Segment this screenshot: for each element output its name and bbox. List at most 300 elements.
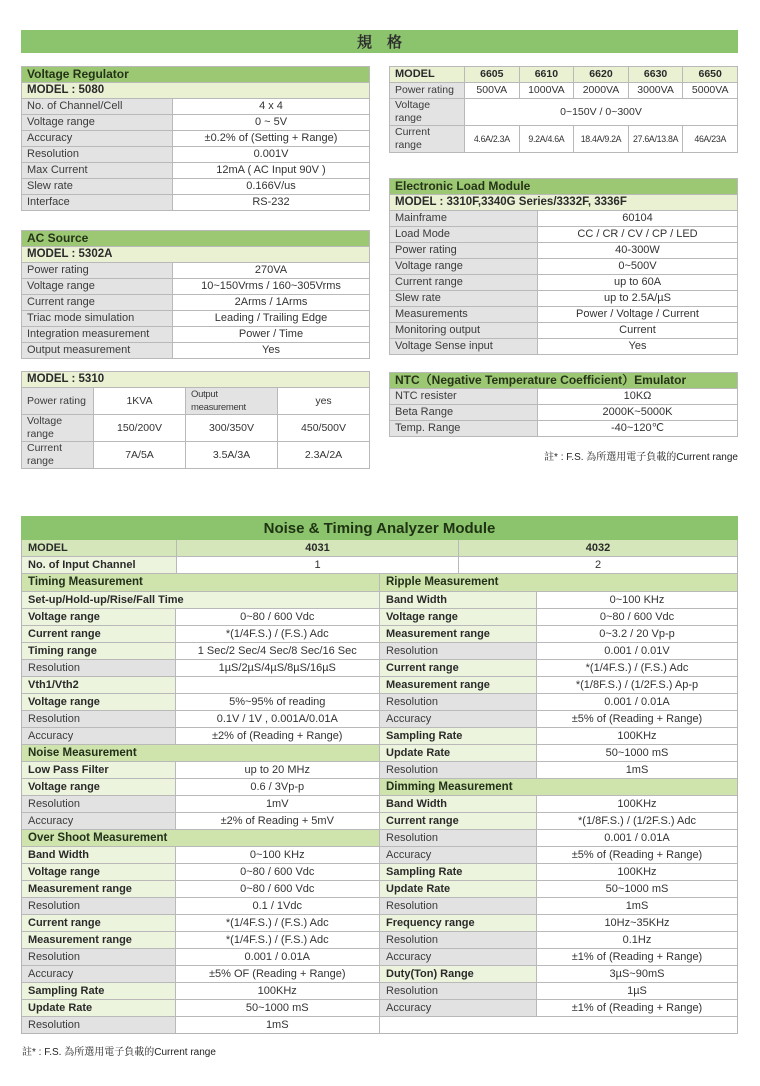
spec-value: Yes <box>538 339 738 355</box>
spec-value: yes <box>278 388 370 415</box>
spec-label: Beta Range <box>390 405 538 421</box>
table-row <box>380 931 738 948</box>
spec-value: 0.1V / 1V , 0.001A/0.01A <box>175 710 379 727</box>
table-row <box>390 307 738 323</box>
table-row <box>22 311 370 327</box>
spec-label: Sampling Rate <box>380 863 537 880</box>
table-row <box>390 243 738 259</box>
table-row <box>22 279 370 295</box>
table-row <box>22 897 379 914</box>
spec-label: Low Pass Filter <box>22 761 175 778</box>
spec-label: Resolution <box>22 948 175 965</box>
spec-value: ±1% of (Reading + Range) <box>537 948 738 965</box>
spec-value: 0~150V / 0~300V <box>465 99 738 126</box>
spec-label: Measurement range <box>22 931 175 948</box>
model-header: MODEL <box>390 67 465 83</box>
table-row <box>380 625 738 642</box>
table-row <box>22 163 370 179</box>
table-row <box>380 846 738 863</box>
spec-value: 100KHz <box>537 727 738 744</box>
spec-label: Monitoring output <box>390 323 538 339</box>
spec-value: 0~3.2 / 20 Vp-p <box>537 625 738 642</box>
spec-label: Slew rate <box>390 291 538 307</box>
table-row <box>22 659 379 676</box>
spec-value: 4 x 4 <box>173 99 370 115</box>
table-title: Electronic Load Module <box>390 179 738 195</box>
table-row <box>390 421 738 437</box>
spec-value: 1KVA <box>94 388 186 415</box>
table-row <box>22 115 370 131</box>
spec-value: 0 ~ 5V <box>173 115 370 131</box>
spec-value: 0.001 / 0.01A <box>175 948 379 965</box>
table-row <box>380 795 738 812</box>
spec-label: Load Mode <box>390 227 538 243</box>
spec-label: NTC resister <box>390 389 538 405</box>
table-row <box>390 389 738 405</box>
spec-label: Resolution <box>22 659 175 676</box>
table-row <box>390 405 738 421</box>
section-header: Over Shoot Measurement <box>22 829 379 846</box>
table-row <box>22 1016 379 1033</box>
spec-label: Max Current <box>22 163 173 179</box>
table-row <box>22 442 370 469</box>
spec-label: Voltage range <box>22 415 94 442</box>
spec-label: Voltage range <box>22 778 175 795</box>
model-5310-table <box>21 371 370 469</box>
spec-label: Resolution <box>22 795 175 812</box>
spec-value: 50~1000 mS <box>537 744 738 761</box>
table-row <box>22 343 370 359</box>
model-4032: 4032 <box>459 540 737 557</box>
spec-label: Current range <box>22 295 173 311</box>
spec-value: 9.2A/4.6A <box>519 126 574 153</box>
page-title: 規 格 <box>21 30 738 53</box>
table-row <box>22 195 370 211</box>
table-row <box>22 179 370 195</box>
spec-value: 5%~95% of reading <box>175 693 379 710</box>
table-row <box>22 812 379 829</box>
spec-value: Leading / Trailing Edge <box>173 311 370 327</box>
spec-label: Update Rate <box>22 999 175 1016</box>
spec-value: 10KΩ <box>538 389 738 405</box>
table-row <box>380 727 738 744</box>
table-title: NTC（Negative Temperature Coefficient）Emulator <box>390 373 738 389</box>
spec-value: 0.1 / 1Vdc <box>175 897 379 914</box>
table-row <box>380 948 738 965</box>
spec-label: Voltage range <box>22 863 175 880</box>
table-row <box>22 795 379 812</box>
spec-value: 50~1000 mS <box>537 880 738 897</box>
table-title: Voltage Regulator <box>22 67 370 83</box>
spec-value: *(1/8F.S.) / (1/2F.S.) Adc <box>537 812 738 829</box>
voltage-regulator-table <box>21 66 370 211</box>
spec-label: Accuracy <box>22 727 175 744</box>
section-header: Ripple Measurement <box>380 574 738 591</box>
spec-value: 27.6A/13.8A <box>628 126 683 153</box>
table-row <box>380 778 738 795</box>
analyzer-channel-row <box>22 557 737 574</box>
table-row <box>380 999 738 1016</box>
table-row <box>22 676 379 693</box>
power-models-table <box>389 66 738 153</box>
spec-value: 270VA <box>173 263 370 279</box>
spec-value: 1µS/2µS/4µS/8µS/16µS <box>175 659 379 676</box>
spec-label: Voltage range <box>390 99 465 126</box>
table-row <box>380 642 738 659</box>
model-label: MODEL <box>22 540 177 557</box>
table-row <box>380 744 738 761</box>
table-row <box>380 693 738 710</box>
table-row <box>22 863 379 880</box>
model-number: 6650 <box>683 67 738 83</box>
spec-label: Power rating <box>22 263 173 279</box>
table-row <box>390 211 738 227</box>
spec-label: Voltage range <box>380 608 537 625</box>
spec-value: 0.001 / 0.01A <box>537 693 738 710</box>
table-row <box>380 710 738 727</box>
spec-label: Current range <box>390 275 538 291</box>
spec-label: Resolution <box>22 710 175 727</box>
spec-label: Interface <box>22 195 173 211</box>
spec-value: *(1/8F.S.) / (1/2F.S.) Ap-p <box>537 676 738 693</box>
spec-value: 10~150Vrms / 160~305Vrms <box>173 279 370 295</box>
analyzer-right-half <box>379 574 737 1033</box>
table-row <box>390 126 738 153</box>
spec-value: 0.001 / 0.01A <box>537 829 738 846</box>
model-number: 6630 <box>628 67 683 83</box>
table-row <box>22 693 379 710</box>
spec-value: 0~80 / 600 Vdc <box>175 880 379 897</box>
spec-value: 50~1000 mS <box>175 999 379 1016</box>
channel-4031: 1 <box>177 557 459 574</box>
spec-label: Voltage range <box>390 259 538 275</box>
spec-value: 0~80 / 600 Vdc <box>175 608 379 625</box>
table-row <box>22 761 379 778</box>
table-row <box>22 982 379 999</box>
spec-value: 0~80 / 600 Vdc <box>537 608 738 625</box>
spec-label: Output measurement <box>22 343 173 359</box>
spec-label: Resolution <box>380 829 537 846</box>
model-row: MODEL : 5080 <box>22 83 370 99</box>
analyzer-model-row <box>22 540 737 557</box>
model-row: MODEL : 5302A <box>22 247 370 263</box>
table-row <box>22 625 379 642</box>
spec-value: ±0.2% of (Setting + Range) <box>173 131 370 147</box>
table-row <box>390 339 738 355</box>
spec-value: 2.3A/2A <box>278 442 370 469</box>
table-row <box>22 744 379 761</box>
spec-label: Accuracy <box>380 948 537 965</box>
model-number: 6620 <box>574 67 629 83</box>
section-header: Noise Measurement <box>22 744 379 761</box>
spec-value: 0.001V <box>173 147 370 163</box>
spec-label: Slew rate <box>22 179 173 195</box>
spec-label: Accuracy <box>22 812 175 829</box>
spec-label: Voltage range <box>22 608 175 625</box>
spec-value: Power / Time <box>173 327 370 343</box>
spec-value: *(1/4F.S.) / (F.S.) Adc <box>537 659 738 676</box>
table-row <box>22 914 379 931</box>
spec-value: 2000K~5000K <box>538 405 738 421</box>
spec-value: 0~500V <box>538 259 738 275</box>
spec-value: CC / CR / CV / CP / LED <box>538 227 738 243</box>
ac-source-table <box>21 230 370 359</box>
table-row <box>22 642 379 659</box>
spec-label: Resolution <box>380 761 537 778</box>
spec-label: Resolution <box>380 982 537 999</box>
spec-value: Yes <box>173 343 370 359</box>
table-row <box>390 275 738 291</box>
table-row <box>380 676 738 693</box>
subsection-header: Set-up/Hold-up/Rise/Fall Time <box>22 591 379 608</box>
analyzer-module-table <box>21 516 738 1034</box>
ntc-emulator-table <box>389 372 738 437</box>
spec-value: 0~100 KHz <box>537 591 738 608</box>
spec-value: ±1% of (Reading + Range) <box>537 999 738 1016</box>
table-row <box>22 710 379 727</box>
spec-value: up to 20 MHz <box>175 761 379 778</box>
table-row <box>22 846 379 863</box>
spec-value: 150/200V <box>94 415 186 442</box>
footnote-bottom: 註* : F.S. 為所選用電子負載的Current range <box>22 1047 216 1058</box>
spec-label: Current range <box>22 914 175 931</box>
spec-label: Voltage range <box>22 115 173 131</box>
spec-label: Resolution <box>380 931 537 948</box>
table-row <box>390 291 738 307</box>
spec-value: 1mV <box>175 795 379 812</box>
table-row <box>380 829 738 846</box>
spec-value: 46A/23A <box>683 126 738 153</box>
table-row <box>22 99 370 115</box>
table-row <box>380 880 738 897</box>
table-row <box>380 761 738 778</box>
spec-label: Accuracy <box>22 131 173 147</box>
table-row <box>22 931 379 948</box>
footnote-right: 註* : F.S. 為所選用電子負載的Current range <box>544 452 738 463</box>
analyzer-left-half <box>22 574 379 1033</box>
spec-value: -40~120℃ <box>538 421 738 437</box>
table-row <box>22 965 379 982</box>
spec-value: up to 60A <box>538 275 738 291</box>
spec-value: 3µS~90mS <box>537 965 738 982</box>
spec-label: No. of Channel/Cell <box>22 99 173 115</box>
spec-value: 2Arms / 1Arms <box>173 295 370 311</box>
spec-label: Voltage Sense input <box>390 339 538 355</box>
spec-label: Band Width <box>380 591 537 608</box>
spec-value: ±5% of (Reading + Range) <box>537 710 738 727</box>
spec-label: Resolution <box>22 1016 175 1033</box>
spec-value: ±5% of (Reading + Range) <box>537 846 738 863</box>
spec-label: Accuracy <box>380 846 537 863</box>
spec-value: 1mS <box>537 897 738 914</box>
table-row <box>390 259 738 275</box>
spec-label: Power rating <box>22 388 94 415</box>
spec-value: 0.6 / 3Vp-p <box>175 778 379 795</box>
section-header: Timing Measurement <box>22 574 379 591</box>
spec-label: Update Rate <box>380 880 537 897</box>
table-row <box>380 812 738 829</box>
table-row <box>22 574 379 591</box>
upper-columns <box>21 66 738 504</box>
table-row <box>22 778 379 795</box>
table-row <box>390 323 738 339</box>
table-title: AC Source <box>22 231 370 247</box>
table-row <box>380 982 738 999</box>
spec-value: 12mA ( AC Input 90V ) <box>173 163 370 179</box>
model-number: 6610 <box>519 67 574 83</box>
spec-value: 1µS <box>537 982 738 999</box>
spec-value: 2000VA <box>574 83 629 99</box>
spec-label: Resolution <box>380 897 537 914</box>
spec-value: Power / Voltage / Current <box>538 307 738 323</box>
spec-label: Temp. Range <box>390 421 538 437</box>
spec-value: 4.6A/2.3A <box>465 126 520 153</box>
table-row <box>380 863 738 880</box>
spec-value: up to 2.5A/µS <box>538 291 738 307</box>
spec-value: 100KHz <box>537 795 738 812</box>
spec-value <box>175 676 379 693</box>
spec-value: 100KHz <box>175 982 379 999</box>
table-row <box>22 295 370 311</box>
spec-label: Resolution <box>380 693 537 710</box>
table-row <box>380 1016 738 1033</box>
spec-value: 40-300W <box>538 243 738 259</box>
spec-value: 0.001 / 0.01V <box>537 642 738 659</box>
spec-value: Current <box>538 323 738 339</box>
spec-label: Accuracy <box>22 965 175 982</box>
spec-value: 0~100 KHz <box>175 846 379 863</box>
spec-value: 5000VA <box>683 83 738 99</box>
spec-value: 1000VA <box>519 83 574 99</box>
spec-value: 1mS <box>537 761 738 778</box>
spec-value: 0~80 / 600 Vdc <box>175 863 379 880</box>
spec-label: Voltage range <box>22 279 173 295</box>
spec-value: 60104 <box>538 211 738 227</box>
spec-value: 18.4A/9.2A <box>574 126 629 153</box>
spec-label: Triac mode simulation <box>22 311 173 327</box>
spec-label: Current range <box>390 126 465 153</box>
spec-value: *(1/4F.S.) / (F.S.) Adc <box>175 914 379 931</box>
spec-label: Output measurement <box>186 388 278 415</box>
table-row <box>22 415 370 442</box>
spec-label: Vth1/Vth2 <box>22 676 175 693</box>
spec-label: Sampling Rate <box>22 982 175 999</box>
spec-value: 100KHz <box>537 863 738 880</box>
table-row <box>390 227 738 243</box>
spec-value: 0.166V/us <box>173 179 370 195</box>
spec-value: 1 Sec/2 Sec/4 Sec/8 Sec/16 Sec <box>175 642 379 659</box>
spec-value: 3.5A/3A <box>186 442 278 469</box>
empty-cell <box>380 1016 738 1033</box>
table-row <box>390 83 738 99</box>
model-number: 6605 <box>465 67 520 83</box>
spec-label: Resolution <box>380 642 537 659</box>
table-row <box>380 574 738 591</box>
channel-4032: 2 <box>459 557 737 574</box>
table-row <box>380 914 738 931</box>
spec-label: Current range <box>380 812 537 829</box>
table-row <box>380 659 738 676</box>
table-row <box>22 131 370 147</box>
table-row <box>380 608 738 625</box>
spec-label: Power rating <box>390 243 538 259</box>
spec-label: Accuracy <box>380 999 537 1016</box>
table-row <box>380 965 738 982</box>
table-row <box>390 99 738 126</box>
analyzer-grid <box>21 540 738 1034</box>
table-row <box>22 147 370 163</box>
table-row <box>380 591 738 608</box>
spec-label: Measurement range <box>380 676 537 693</box>
spec-value: 10Hz~35KHz <box>537 914 738 931</box>
spec-label: Voltage range <box>22 693 175 710</box>
table-row <box>22 948 379 965</box>
spec-value: ±2% of Reading + 5mV <box>175 812 379 829</box>
table-row <box>380 897 738 914</box>
right-column <box>389 66 738 504</box>
spec-value: 1mS <box>175 1016 379 1033</box>
spec-value: ±5% OF (Reading + Range) <box>175 965 379 982</box>
spec-value: ±2% of (Reading + Range) <box>175 727 379 744</box>
spec-label: Mainframe <box>390 211 538 227</box>
table-row <box>22 263 370 279</box>
table-row <box>22 327 370 343</box>
spec-label: Resolution <box>22 897 175 914</box>
spec-value: 7A/5A <box>94 442 186 469</box>
spec-value: 500VA <box>465 83 520 99</box>
spec-value: 3000VA <box>628 83 683 99</box>
spec-label: Band Width <box>22 846 175 863</box>
spec-label: Power rating <box>390 83 465 99</box>
spec-label: Current range <box>22 442 94 469</box>
spec-value: 300/350V <box>186 415 278 442</box>
spec-label: Sampling Rate <box>380 727 537 744</box>
spec-label: Duty(Ton) Range <box>380 965 537 982</box>
table-row <box>22 388 370 415</box>
section-header: Dimming Measurement <box>380 778 738 795</box>
spec-label: Update Rate <box>380 744 537 761</box>
table-row <box>22 591 379 608</box>
table-row <box>22 999 379 1016</box>
spec-label: Measurement range <box>22 880 175 897</box>
spec-value: 0.1Hz <box>537 931 738 948</box>
spec-value: *(1/4F.S.) / (F.S.) Adc <box>175 931 379 948</box>
spec-label: Measurement range <box>380 625 537 642</box>
model-row: MODEL : 5310 <box>22 372 370 388</box>
analyzer-halves <box>22 574 737 1033</box>
model-row: MODEL : 3310F,3340G Series/3332F, 3336F <box>390 195 738 211</box>
spec-label: Integration measurement <box>22 327 173 343</box>
spec-label: Frequency range <box>380 914 537 931</box>
table-row <box>22 880 379 897</box>
spec-label: Resolution <box>22 147 173 163</box>
spec-label: Timing range <box>22 642 175 659</box>
model-4031: 4031 <box>177 540 459 557</box>
spec-label: Current range <box>22 625 175 642</box>
spec-value: *(1/4F.S.) / (F.S.) Adc <box>175 625 379 642</box>
spec-value: 450/500V <box>278 415 370 442</box>
left-column <box>21 66 370 504</box>
electronic-load-table <box>389 178 738 355</box>
table-row <box>22 829 379 846</box>
spec-value: RS-232 <box>173 195 370 211</box>
table-row <box>22 608 379 625</box>
table-row <box>22 727 379 744</box>
spec-label: Accuracy <box>380 710 537 727</box>
spec-label: Measurements <box>390 307 538 323</box>
channel-label: No. of Input Channel <box>22 557 177 574</box>
analyzer-title: Noise & Timing Analyzer Module <box>21 516 738 540</box>
